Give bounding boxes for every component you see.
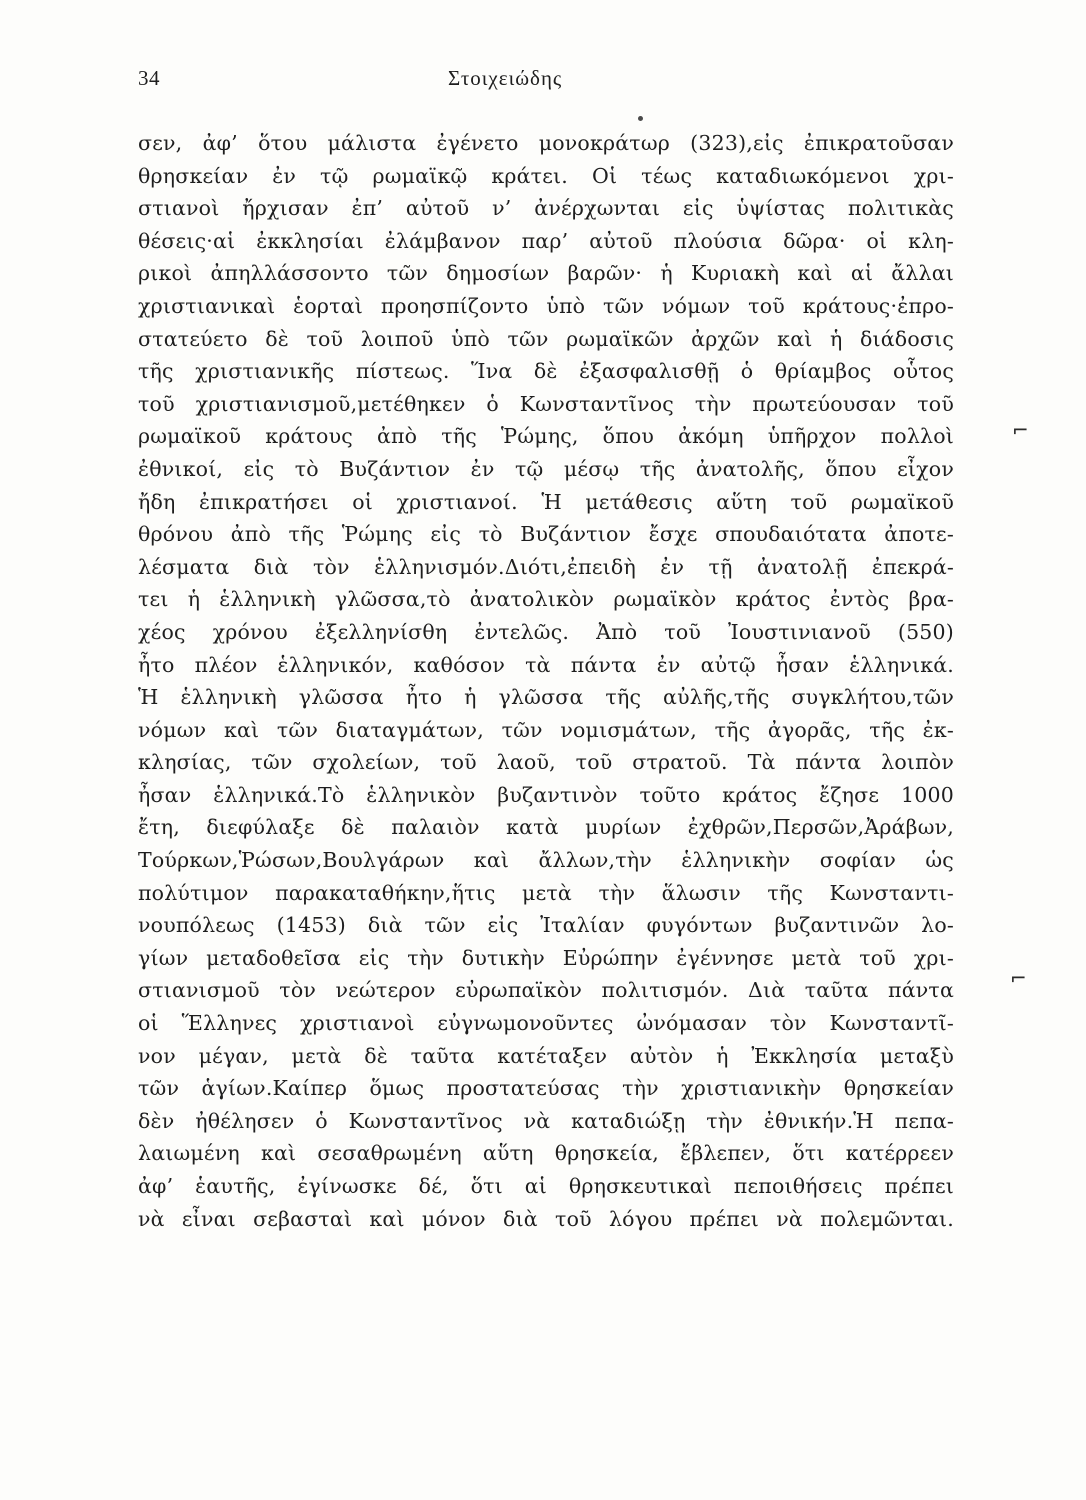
text-line: τῶν ἁγίων.Καίπερ ὅμως προστατεύσας τὴν χριστιανικὴν θρησκείαν xyxy=(138,1076,954,1101)
margin-mark-icon: ⌐ xyxy=(1012,418,1029,442)
text-line: οἱ Ἕλληνες χριστιανοὶ εὐγνωμονοῦντες ὠνόμασαν τὸν Κωνσταντῖ- xyxy=(138,1011,954,1036)
text-line: ἔτη, διεφύλαξε δὲ παλαιὸν κατὰ μυρίων ἐχθρῶν,Περσῶν,Ἀράβων, xyxy=(138,815,954,840)
text-line: θέσεις·αἱ ἐκκλησίαι ἐλάμβανον παρ’ αὐτοῦ πλούσια δῶρα· οἱ κλη- xyxy=(138,228,954,253)
text-line: θρησκείαν ἐν τῷ ρωμαϊκῷ κράτει. Οἱ τέως καταδιωκόμενοι χρι- xyxy=(138,163,954,188)
text-line: τει ἡ ἑλληνικὴ γλῶσσα,τὸ ἀνατολικὸν ρωμαϊκὸν κράτος ἐντὸς βρα- xyxy=(138,587,954,612)
text-line: κλησίας, τῶν σχολείων, τοῦ λαοῦ, τοῦ στρατοῦ. Τὰ πάντα λοιπὸν xyxy=(138,750,954,775)
text-line: ρικοὶ ἀπηλλάσσοντο τῶν δημοσίων βαρῶν· ἡ Κυριακὴ καὶ αἱ ἄλλαι xyxy=(138,261,954,286)
margin-mark-icon: ⌐ xyxy=(1010,966,1027,990)
text-line: τῆς χριστιανικῆς πίστεως. Ἵνα δὲ ἐξασφαλισθῇ ὁ θρίαμβος οὗτος xyxy=(138,359,954,384)
text-line: χέος χρόνου ἐξελληνίσθη ἐντελῶς. Ἀπὸ τοῦ Ἰουστινιανοῦ (550) xyxy=(138,619,954,644)
text-line: δὲν ἠθέλησεν ὁ Κωνσταντῖνος νὰ καταδιώξῃ τὴν ἐθνικήν.Ἡ πεπα- xyxy=(138,1108,954,1133)
text-line-last: νὰ εἶναι σεβασταὶ καὶ μόνον διὰ τοῦ λόγου πρέπει νὰ πολεμῶνται. xyxy=(138,1206,954,1231)
text-line: λέσματα διὰ τὸν ἑλληνισμόν.Διότι,ἐπειδὴ ἐν τῇ ἀνατολῇ ἐπεκρά- xyxy=(138,554,954,579)
body-text xyxy=(138,127,954,1235)
text-line: Ἡ ἑλληνικὴ γλῶσσα ἦτο ἡ γλῶσσα τῆς αὐλῆς,τῆς συγκλήτου,τῶν xyxy=(138,685,954,710)
text-line: στιανισμοῦ τὸν νεώτερον εὐρωπαϊκὸν πολιτισμόν. Διὰ ταῦτα πάντα xyxy=(138,978,954,1003)
text-line: πολύτιμον παρακαταθήκην,ἥτις μετὰ τὴν ἅλωσιν τῆς Κωνσταντι- xyxy=(138,880,954,905)
text-line: χριστιανικαὶ ἑορταὶ προησπίζοντο ὑπὸ τῶν νόμων τοῦ κράτους·ἐπρο- xyxy=(138,293,954,318)
text-line: ρωμαϊκοῦ κράτους ἀπὸ τῆς Ῥώμης, ὅπου ἀκόμη ὑπῆρχον πολλοὶ xyxy=(138,424,954,449)
text-line: λαιωμένη καὶ σεσαθρωμένη αὕτη θρησκεία, ἔβλεπεν, ὅτι κατέρρεεν xyxy=(138,1141,954,1166)
text-line: τοῦ χριστιανισμοῦ,μετέθηκεν ὁ Κωνσταντῖνος τὴν πρωτεύουσαν τοῦ xyxy=(138,391,954,416)
text-line: ἤδη ἐπικρατήσει οἱ χριστιανοί. Ἡ μετάθεσις αὕτη τοῦ ρωμαϊκοῦ xyxy=(138,489,954,514)
text-line: ἐθνικοί, εἰς τὸ Βυζάντιον ἐν τῷ μέσῳ τῆς ἀνατολῆς, ὅπου εἶχον xyxy=(138,456,954,481)
text-line: νουπόλεως (1453) διὰ τῶν εἰς Ἰταλίαν φυγόντων βυζαντινῶν λο- xyxy=(138,913,954,938)
running-title: Στοιχειώδης xyxy=(448,66,563,90)
text-line: Τούρκων,Ῥώσων,Βουλγάρων καὶ ἄλλων,τὴν ἑλληνικὴν σοφίαν ὡς xyxy=(138,848,954,873)
text-line: στατεύετο δὲ τοῦ λοιποῦ ὑπὸ τῶν ρωμαϊκῶν ἀρχῶν καὶ ἡ διάδοσις xyxy=(138,326,954,351)
text-line: στιανοὶ ἤρχισαν ἐπ’ αὐτοῦ ν’ ἀνέρχωνται εἰς ὑψίστας πολιτικὰς xyxy=(138,196,954,221)
ink-speck xyxy=(638,116,643,121)
text-line: ἦσαν ἑλληνικά.Τὸ ἑλληνικὸν βυζαντινὸν τοῦτο κράτος ἔζησε 1000 xyxy=(138,782,954,807)
page-header xyxy=(138,66,950,96)
text-line: γίων μεταδοθεῖσα εἰς τὴν δυτικὴν Εὐρώπην ἐγέννησε μετὰ τοῦ χρι- xyxy=(138,945,954,970)
page-number: 34 xyxy=(138,66,160,90)
text-line: σεν, ἀφ’ ὅτου μάλιστα ἐγένετο μονοκράτωρ (323),εἰς ἐπικρατοῦσαν xyxy=(138,131,954,155)
text-line: θρόνου ἀπὸ τῆς Ῥώμης εἰς τὸ Βυζάντιον ἔσχε σπουδαιότατα ἀποτε- xyxy=(138,522,954,547)
text-line: ἦτο πλέον ἑλληνικόν, καθόσον τὰ πάντα ἐν αὐτῷ ἦσαν ἑλληνικά. xyxy=(138,652,954,677)
text-line: νον μέγαν, μετὰ δὲ ταῦτα κατέταξεν αὐτὸν ἡ Ἐκκλησία μεταξὺ xyxy=(138,1043,954,1068)
text-line: ἀφ’ ἑαυτῆς, ἐγίνωσκε δέ, ὅτι αἱ θρησκευτικαὶ πεποιθήσεις πρέπει xyxy=(138,1174,954,1198)
text-line: νόμων καὶ τῶν διαταγμάτων, τῶν νομισμάτων, τῆς ἀγορᾶς, τῆς ἐκ- xyxy=(138,717,954,742)
